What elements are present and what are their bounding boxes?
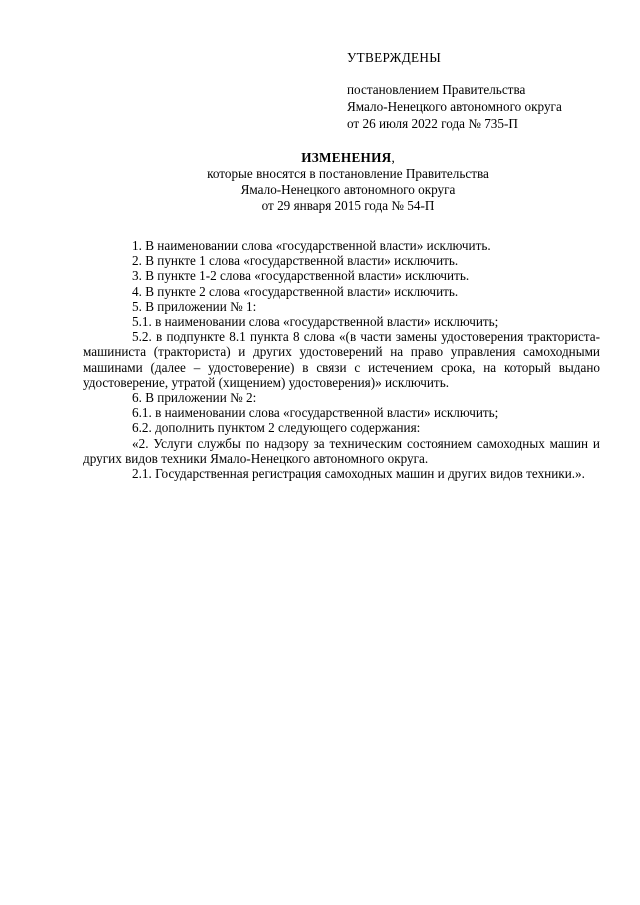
paragraph: 3. В пункте 1-2 слова «государственной власти» исключить. — [132, 268, 470, 284]
document-body — [83, 238, 600, 481]
paragraph: «2. Услуги службы по надзору за техническим состоянием самоходных машин и других видов техники Ямало-Ненецкого автономного округа. — [83, 435, 600, 466]
paragraph: 6. В приложении № 2: — [132, 390, 257, 406]
title-main-line — [40, 150, 640, 165]
approval-heading: УТВЕРЖДЕНЫ — [347, 50, 442, 65]
paragraph: 2.1. Государственная регистрация самоходных машин и других видов техники.». — [132, 466, 585, 482]
title-line-3: Ямало-Ненецкого автономного округа — [240, 182, 456, 197]
paragraph: 4. В пункте 2 слова «государственной власти» исключить. — [132, 283, 459, 299]
paragraph: 2. В пункте 1 слова «государственной власти» исключить. — [132, 253, 459, 269]
paragraph: 6.2. дополнить пунктом 2 следующего содержания: — [132, 420, 421, 436]
title-main: ИЗМЕНЕНИЯ — [301, 150, 392, 165]
paragraph: 5.1. в наименовании слова «государственной власти» исключить; — [132, 314, 499, 330]
paragraph: 5. В приложении № 1: — [132, 298, 257, 314]
title-line-4: от 29 января 2015 года № 54-П — [261, 198, 435, 213]
paragraph: 1. В наименовании слова «государственной власти» исключить. — [132, 238, 491, 253]
approval-line-1: постановлением Правительства — [347, 82, 526, 97]
title-main-suffix: , — [391, 150, 395, 165]
approval-line-2: Ямало-Ненецкого автономного округа — [347, 99, 562, 114]
approval-stamp — [347, 49, 617, 132]
paragraph: 5.2. в подпункте 8.1 пункта 8 слова «(в части замены удостоверения тракториста-машиниста (тракториста) и других удостоверений на право управления самоходными машинами (далее – удостоверение) в связи с истечением срока, на который выдано удостоверение, утратой (хищением) удостоверения)» исключить. — [83, 329, 600, 390]
title-line-2: которые вносятся в постановление Правительства — [207, 166, 489, 181]
approval-line-3: от 26 июля 2022 года № 735-П — [347, 116, 518, 131]
document-title — [40, 150, 640, 214]
paragraph: 6.1. в наименовании слова «государственной власти» исключить; — [132, 405, 499, 421]
